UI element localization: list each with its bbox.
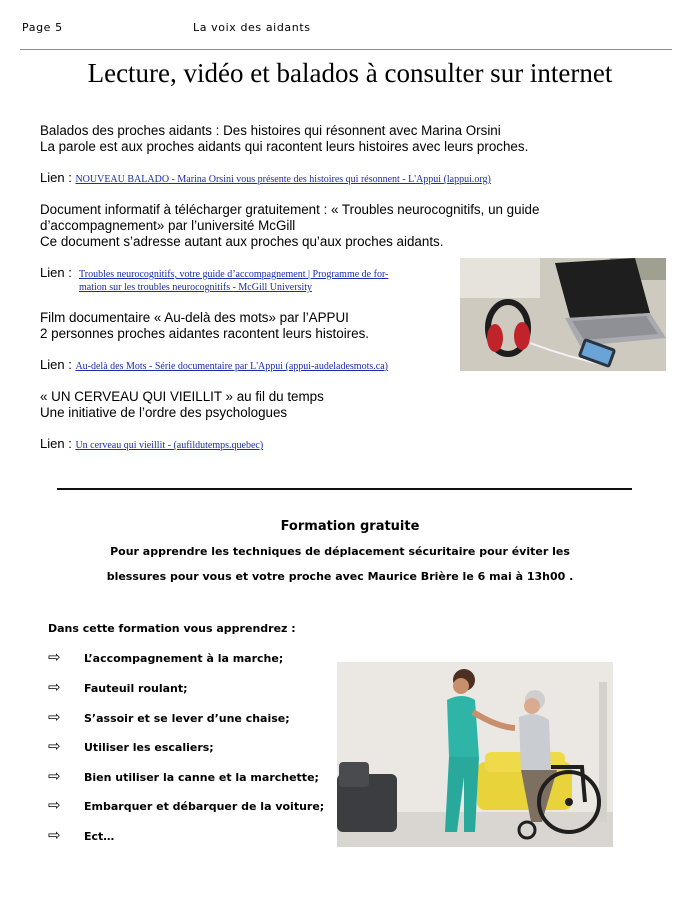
formation-title: Formation gratuite (280, 519, 420, 534)
formation-description: blessures pour vous et votre proche avec Maurice Brière le 6 mai à 13h00 . (106, 570, 574, 583)
balado-link[interactable]: NOUVEAU BALADO - Marina Orsini vous présente des histoires qui résonnent - L'Appui (lappui.org) (75, 174, 491, 185)
page-number: Page 5 (22, 21, 63, 34)
resource-line: « UN CERVEAU QUI VIEILLIT » au fil du temps (40, 389, 324, 404)
resource-line: 2 personnes proches aidantes racontent leurs histoires. (40, 326, 370, 341)
laptop-photo-drawing (460, 258, 666, 371)
formation-description: Pour apprendre les techniques de déplacement sécuritaire pour éviter les (110, 545, 570, 558)
arrow-icon: ⇨ (48, 648, 61, 666)
arrow-icon: ⇨ (48, 678, 61, 696)
laptop-headphones-photo (460, 258, 666, 371)
resource-link-row (40, 357, 388, 374)
audela-link[interactable]: Au-delà des Mots - Série documentaire par L'Appui (appui-audeladesmots.ca) (75, 361, 388, 372)
lien-label: Lien : (40, 357, 72, 372)
resource-line: d’accompagnement» par l’université McGill (40, 218, 296, 233)
cerveau-link[interactable]: Un cerveau qui vieillit - (aufildutemps.quebec) (75, 440, 264, 451)
caregiver-photo-drawing (337, 662, 613, 847)
resource-link-row (40, 170, 491, 187)
caregiver-wheelchair-photo (337, 662, 613, 847)
page-title: Lecture, vidéo et balados à consulter sur internet (87, 58, 613, 88)
resource-line: Document informatif à télécharger gratuitement : « Troubles neurocognitifs, un guide (40, 202, 540, 217)
link-line[interactable]: mation sur les troubles neurocognitifs - McGill University (79, 282, 313, 293)
link-line[interactable]: Troubles neurocognitifs, votre guide d’accompagnement | Programme de for- (79, 269, 389, 280)
publication-title: La voix des aidants (193, 21, 311, 34)
section-divider (57, 488, 632, 490)
mcgill-guide-link[interactable] (79, 268, 388, 294)
arrow-icon: ⇨ (48, 826, 61, 844)
formation-intro: Dans cette formation vous apprendrez : (48, 622, 296, 635)
resource-line: Une initiative de l’ordre des psychologues (40, 405, 288, 420)
arrow-icon: ⇨ (48, 708, 61, 726)
resource-line: Ce document s’adresse autant aux proches qu’aux proches aidants. (40, 234, 444, 249)
formation-item: Ect… (84, 830, 115, 843)
resource-link-row (40, 436, 263, 453)
arrow-icon: ⇨ (48, 796, 61, 814)
formation-item: Bien utiliser la canne et la marchette; (84, 771, 319, 784)
header-divider (20, 49, 672, 50)
lien-label: Lien : (40, 436, 72, 451)
resource-line: Film documentaire « Au-delà des mots» par l’APPUI (40, 310, 349, 325)
formation-item: S’assoir et se lever d’une chaise; (84, 712, 290, 725)
formation-item: Embarquer et débarquer de la voiture; (84, 800, 325, 813)
resource-line: Balados des proches aidants : Des histoires qui résonnent avec Marina Orsini (40, 123, 501, 138)
arrow-icon: ⇨ (48, 737, 61, 755)
formation-item: Fauteuil roulant; (84, 682, 188, 695)
arrow-icon: ⇨ (48, 767, 61, 785)
formation-item: L’accompagnement à la marche; (84, 652, 284, 665)
lien-label: Lien : (40, 170, 72, 185)
resource-line: La parole est aux proches aidants qui racontent leurs histoires avec leurs proches. (40, 139, 529, 154)
lien-label: Lien : (40, 265, 72, 280)
formation-item: Utiliser les escaliers; (84, 741, 214, 754)
